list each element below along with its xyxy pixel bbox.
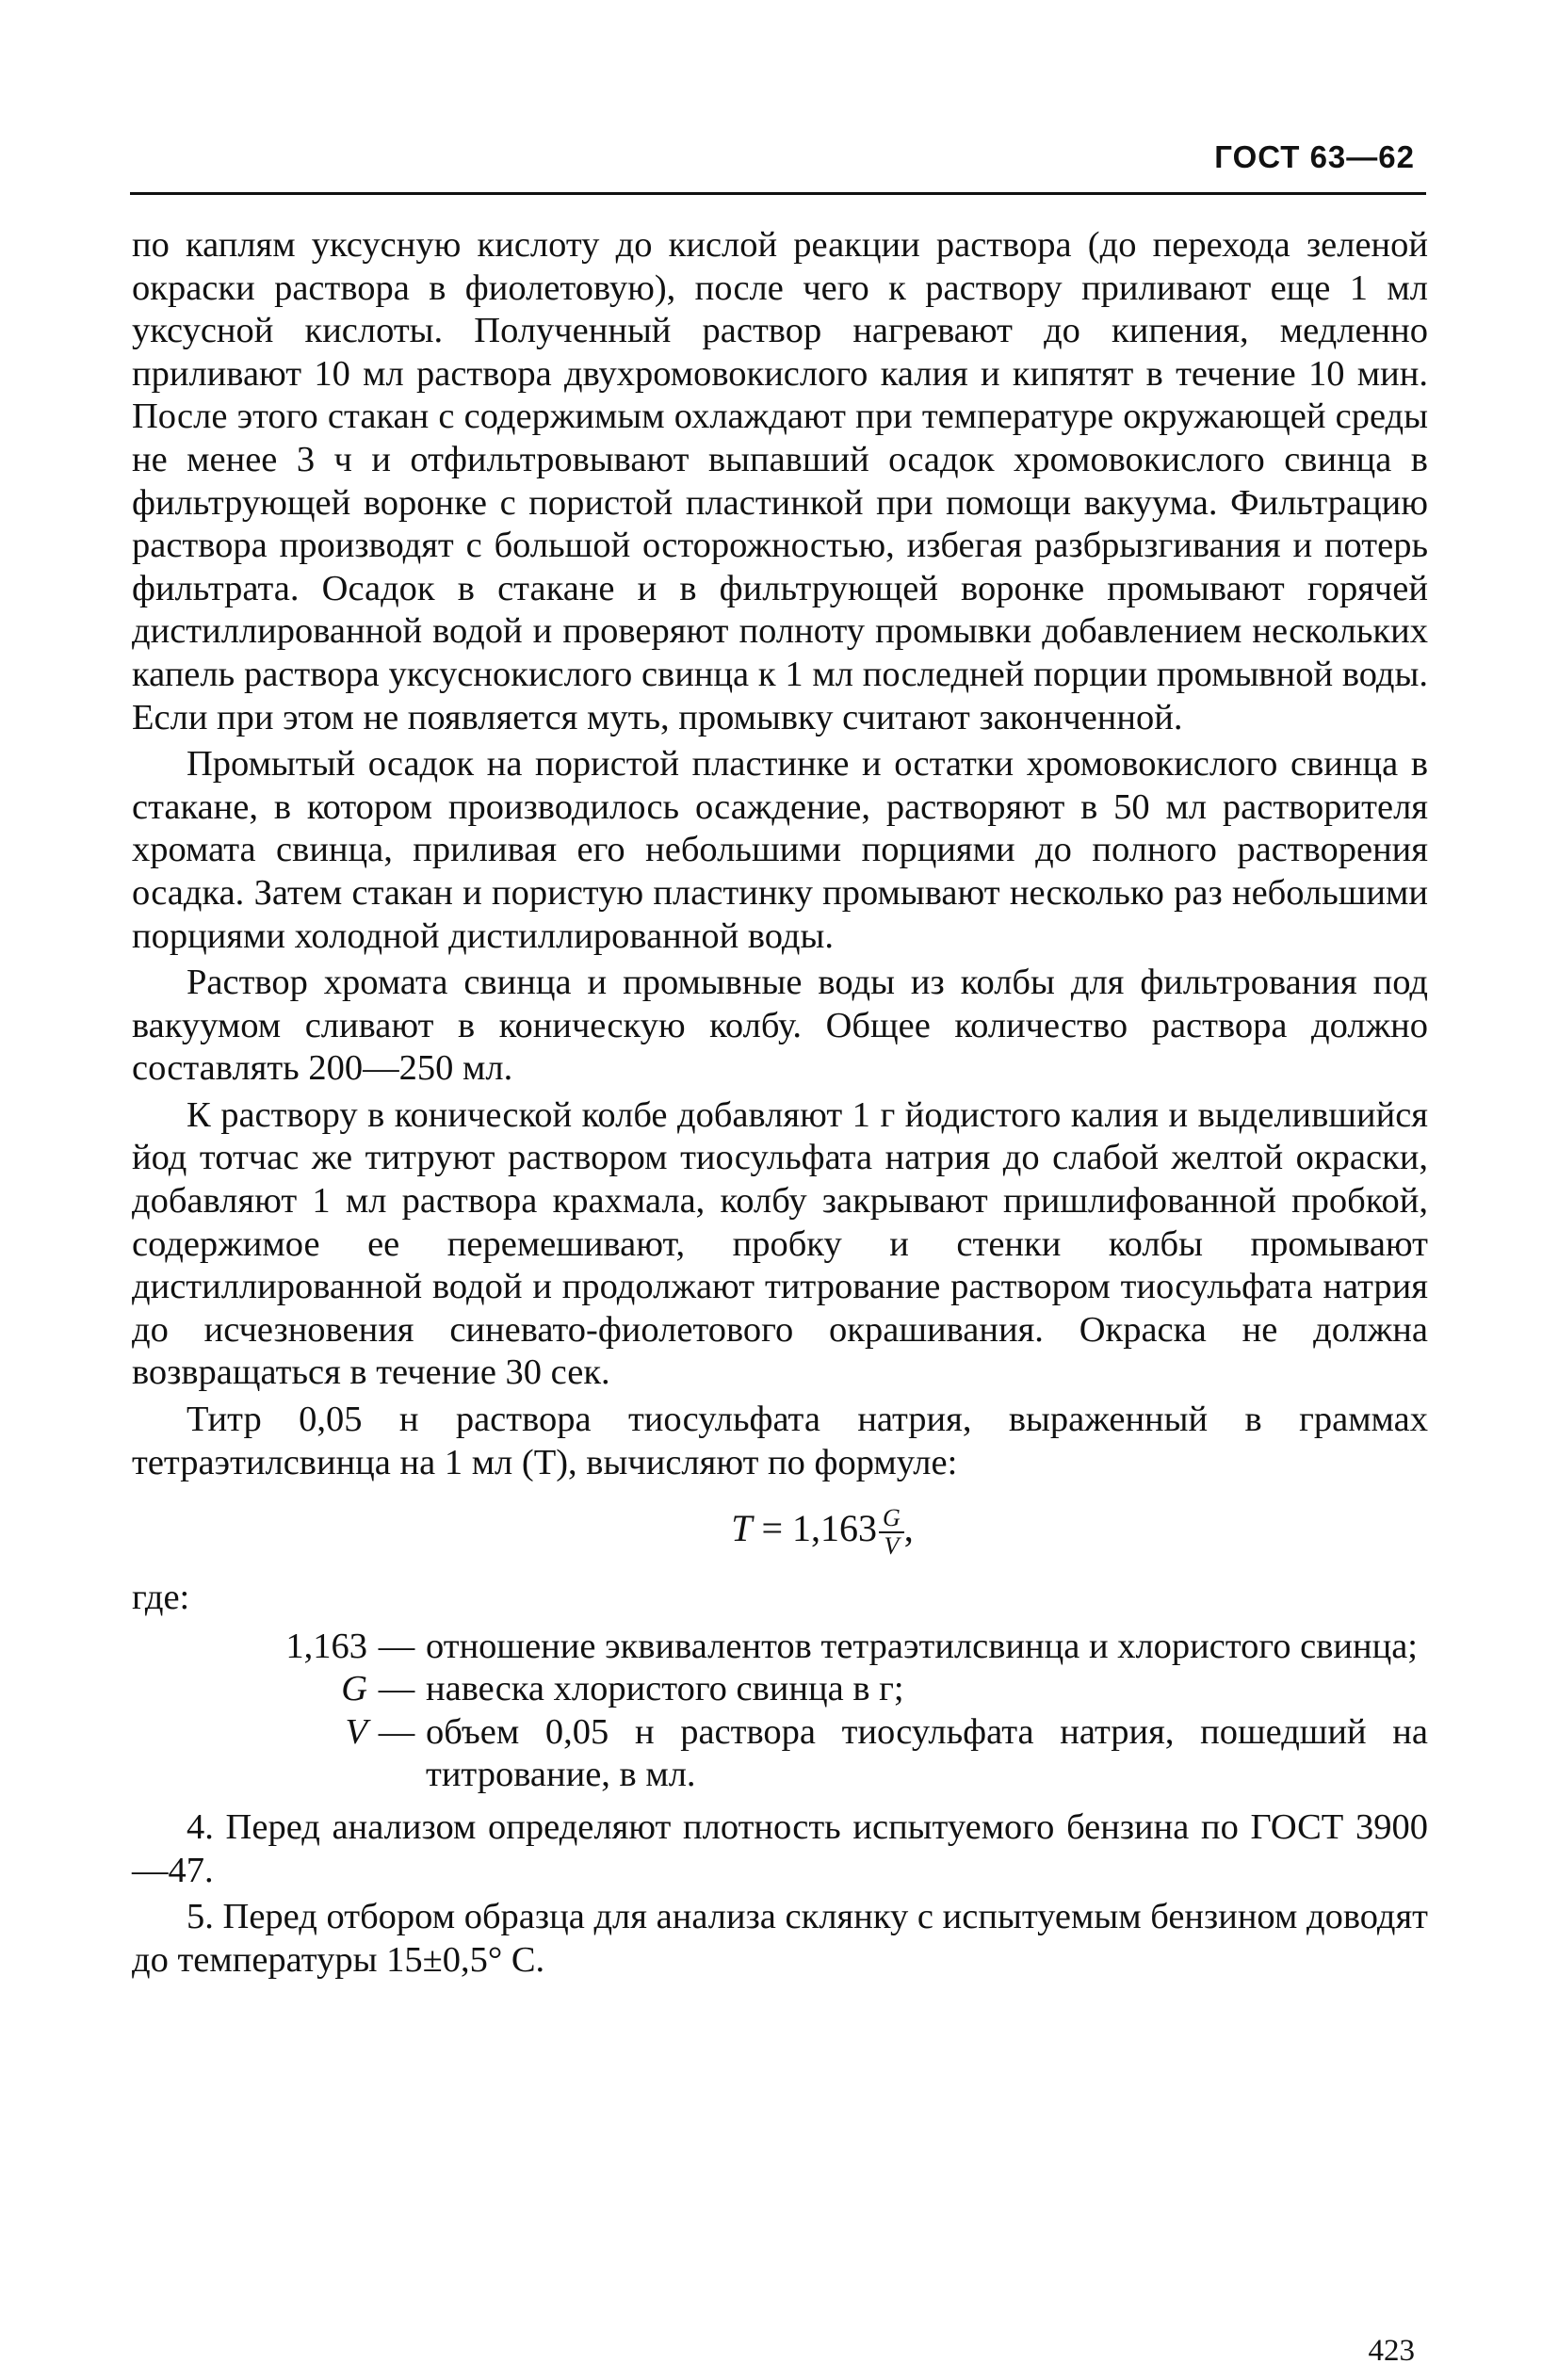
paragraph: К раствору в конической колбе добавляют 1 г йодистого калия и выделившийся йод тотчас же титруют раствором тиосульфата натрия до слабой желтой окраски, добавляют 1 мл раствора крахмала, колбу закрывают пришлифованной пробкой, содержимое ее перемешивают, пробку и стенки колбы промывают дистиллированной водой и продолжают титрование раствором тиосульфата натрия до исчезновения синевато-фиолетового окрашивания. Окраска не должна возвращаться в течение 30 сек.	[132, 1094, 1428, 1393]
formula-numerator: G	[879, 1505, 904, 1533]
definition-dash: —	[378, 1669, 415, 1709]
formula-lhs: T	[731, 1507, 753, 1550]
paragraph: Раствор хромата свинца и промывные воды из колбы для фильтрования под вакуумом сливают в коническую колбу. Общее количество раствора должно составлять 200—250 мл.	[132, 963, 1428, 1089]
paragraph: по каплям уксусную кислоту до кислой реакции раствора (до перехода зеленой окраски раствора в фиолетовую), после чего к раствору приливают еще 1 мл уксусной кислоты. Полученный раствор нагревают до кипения, медленно приливают 10 мл раствора двухромовокислого калия и кипятят в течение 10 мин. После этого стакан с содержимым охлаждают при температуре окружающей среды не менее 3 ч и отфильтровывают выпавший осадок хромовокислого свинца в фильтрующей воронке с пористой пластинкой при помощи вакуума. Фильтрацию раствора производят с большой осторожностью, избегая разбрызгивания и потерь фильтрата. Осадок в стакане и в фильтрующей воронке промывают горячей дистиллированной водой и проверяют полноту промывки добавлением нескольких капель раствора уксуснокислого свинца к 1 мл последней порции промывной воды. Если при этом не появляется муть, промывку считают законченной.	[132, 225, 1428, 737]
definitions-list	[132, 1626, 1428, 1797]
definition-row	[132, 1626, 1428, 1669]
titre-formula	[132, 1499, 1428, 1560]
definition-row	[132, 1668, 1428, 1711]
document-standard-code: ГОСТ 63—62	[1214, 139, 1415, 174]
formula-denominator: V	[884, 1532, 900, 1561]
definition-text: навеска хлористого свинца в г;	[426, 1669, 904, 1709]
formula-trailing: ,	[903, 1507, 914, 1550]
definition-dash: —	[378, 1626, 415, 1666]
where-label: где:	[132, 1578, 190, 1618]
definition-symbol: V	[345, 1711, 367, 1752]
definition-symbol: 1,163	[285, 1626, 367, 1666]
definition-symbol: G	[341, 1669, 367, 1709]
definition-text: отношение эквивалентов тетраэтилсвинца и хлористого свинца;	[426, 1626, 1418, 1666]
definition-text: объем 0,05 н раствора тиосульфата натрия, пошедший на титрование, в мл.	[426, 1711, 1428, 1795]
header-rule	[130, 192, 1426, 195]
paragraph: Титр 0,05 н раствора тиосульфата натрия, выраженный в граммах тетраэтилсвинца на 1 мл (T), вычисляют по формуле:	[132, 1400, 1428, 1482]
formula-equals: =	[761, 1507, 784, 1550]
body-text	[132, 224, 1428, 1982]
formula-fraction	[879, 1505, 904, 1560]
definition-row	[132, 1711, 1428, 1797]
numbered-item: 5. Перед отбором образца для анализа склянку с испытуемым бензином доводят до температуры 15±0,5° С.	[132, 1897, 1428, 1980]
paragraph: Промытый осадок на пористой пластинке и остатки хромовокислого свинца в стакане, в котором производилось осаждение, растворяют в 50 мл растворителя хромата свинца, приливая его небольшими порциями до полного растворения осадка. Затем стакан и пористую пластинку промывают несколько раз небольшими порциями холодной дистиллированной воды.	[132, 744, 1428, 956]
numbered-item: 4. Перед анализом определяют плотность испытуемого бензина по ГОСТ 3900—47.	[132, 1807, 1428, 1890]
formula-coefficient: 1,163	[792, 1507, 878, 1550]
page-number: 423	[1368, 2334, 1415, 2368]
definition-dash: —	[378, 1711, 415, 1752]
